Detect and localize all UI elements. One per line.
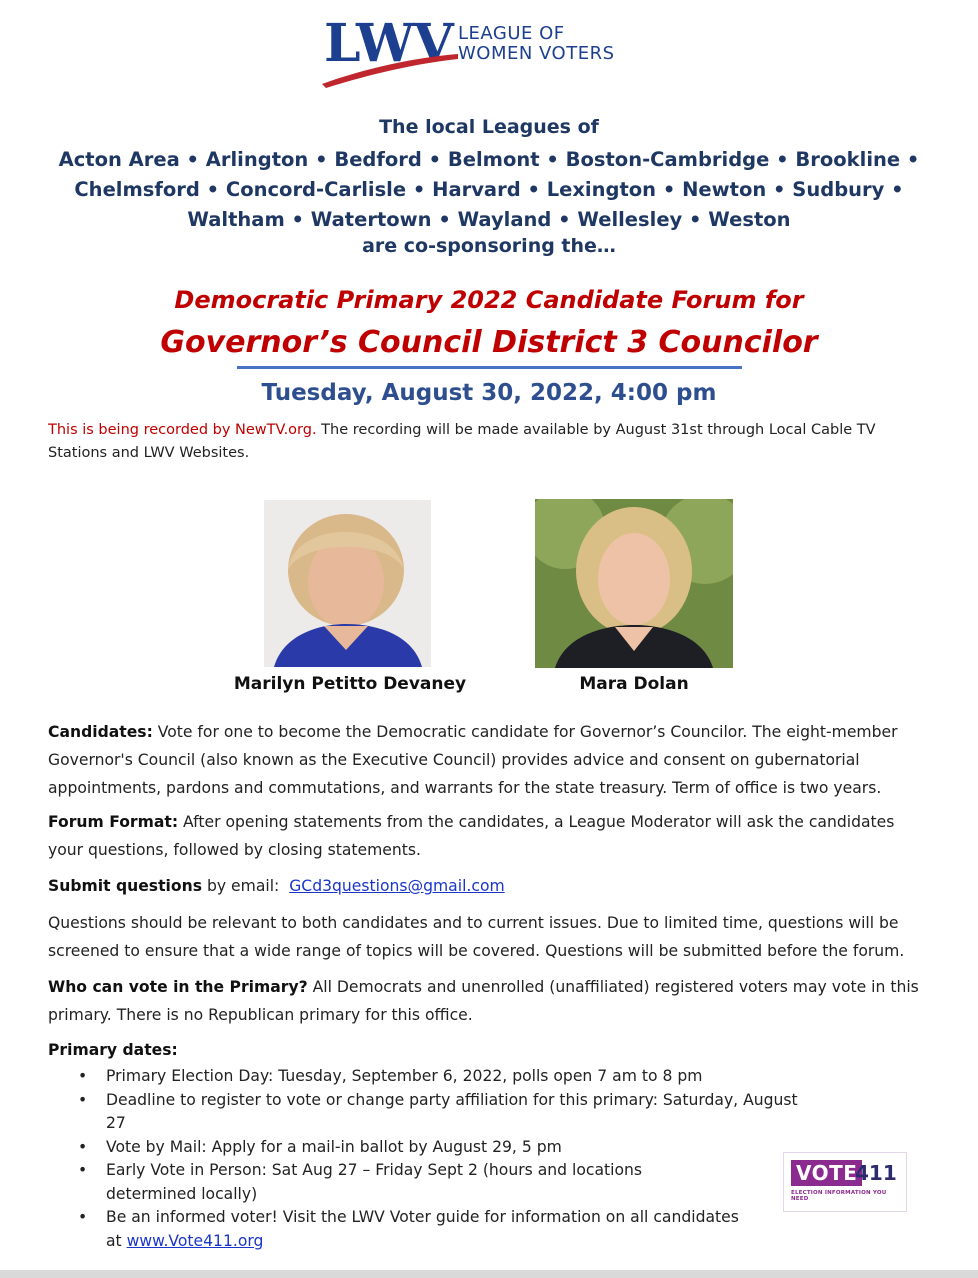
vote411-number: 411 <box>855 1161 897 1185</box>
bullet-icon: • <box>78 1090 88 1109</box>
list-item <box>78 1089 798 1136</box>
submit-questions-text: by email: <box>202 877 290 895</box>
candidates-text: Vote for one to become the Democratic candidate for Governor’s Councilor. The eight-member Governor's Council (also known as the Executive Council) provides advice and consent on gubernatorial appointments, pardons and commutations, and warrants for the state treasury. Term of office is two years. <box>48 723 898 797</box>
event-title-line1: Democratic Primary 2022 Candidate Forum for <box>174 286 804 314</box>
lwv-name <box>458 24 615 64</box>
list-item <box>78 1136 798 1160</box>
candidate-name-dolan: Mara Dolan <box>579 674 689 694</box>
list-item <box>78 1065 798 1089</box>
recording-notice-rest: The recording will be made available by August 31st through Local Cable TV Stations and LWV Websites. <box>48 422 876 461</box>
lwv-logo <box>320 10 670 90</box>
lwv-name-line1: LEAGUE OF <box>458 23 565 44</box>
list-item-text: Deadline to register to vote or change party affiliation for this primary: Saturday, August 27 <box>106 1090 798 1132</box>
submit-questions-paragraph <box>48 872 928 900</box>
title-underline <box>237 366 742 369</box>
swoosh-icon <box>320 40 460 90</box>
leagues-list <box>0 145 978 235</box>
event-title-line2: Governor’s Council District 3 Councilor <box>160 325 818 360</box>
cosponsoring-line: are co-sponsoring the… <box>362 235 616 257</box>
intro-line: The local Leagues of <box>379 116 599 138</box>
list-item-text: Early Vote in Person: Sat Aug 27 – Friday Sept 2 (hours and locations determined locally) <box>106 1161 642 1203</box>
vote411-logo <box>783 1152 905 1210</box>
portrait-icon <box>264 500 431 667</box>
bullet-icon: • <box>78 1161 88 1179</box>
primary-dates-heading: Primary dates: <box>48 1041 178 1059</box>
recording-notice-red: This is being recorded by NewTV.org. <box>48 422 317 438</box>
questions-email-link[interactable]: GCd3questions@gmail.com <box>289 877 505 895</box>
recording-notice <box>48 419 928 465</box>
bullet-icon: • <box>78 1208 88 1226</box>
who-can-vote-text: All Democrats and unenrolled (unaffiliated) registered voters may vote in this primary. There is no Republican primary for this office. <box>48 978 919 1024</box>
portrait-icon <box>535 499 733 668</box>
list-item-text: Vote by Mail: Apply for a mail-in ballot by August 29, 5 pm <box>106 1137 562 1156</box>
leagues-line-2: Chelmsford • Concord-Carlisle • Harvard • Lexington • Newton • Sudbury • <box>74 178 904 201</box>
page-bottom-edge <box>0 1270 978 1278</box>
lwv-name-line2: WOMEN VOTERS <box>458 43 615 64</box>
vote411-word: VOTE <box>791 1160 862 1186</box>
questions-guidance-paragraph: Questions should be relevant to both candidates and to current issues. Due to limited time, questions will be screened to ensure that a wide range of topics will be covered. Questions will be submitted before the forum. <box>48 914 905 960</box>
primary-dates-list <box>78 1065 798 1253</box>
lwv-abbr: LWV <box>324 13 453 74</box>
forum-format-label: Forum Format: <box>48 813 179 831</box>
candidates-label: Candidates: <box>48 723 153 741</box>
leagues-line-3: Waltham • Watertown • Wayland • Wellesley • Weston <box>187 208 791 231</box>
vote411-tagline: ELECTION INFORMATION YOU NEED <box>791 1190 887 1202</box>
submit-questions-label: Submit questions <box>48 877 202 895</box>
forum-format-paragraph <box>48 808 928 864</box>
bullet-icon: • <box>78 1067 88 1085</box>
list-item-text: Be an informed voter! Visit the LWV Voter guide for information on all candidates at <box>106 1208 739 1250</box>
candidates-paragraph <box>48 718 928 802</box>
list-item <box>78 1159 726 1206</box>
event-datetime: Tuesday, August 30, 2022, 4:00 pm <box>261 380 717 406</box>
candidate-photo-devaney <box>264 500 431 667</box>
candidate-photo-dolan <box>535 499 733 668</box>
who-can-vote-label: Who can vote in the Primary? <box>48 978 308 996</box>
list-item-text: Primary Election Day: Tuesday, September 6, 2022, polls open 7 am to 8 pm <box>106 1067 703 1085</box>
forum-format-text: After opening statements from the candidates, a League Moderator will ask the candidates your questions, followed by closing statements. <box>48 813 895 859</box>
candidate-name-devaney: Marilyn Petitto Devaney <box>233 674 467 694</box>
bullet-icon: • <box>78 1137 88 1156</box>
who-can-vote-paragraph <box>48 973 928 1029</box>
list-item <box>78 1206 756 1253</box>
vote411-link[interactable]: www.Vote411.org <box>126 1231 264 1250</box>
leagues-line-1: Acton Area • Arlington • Bedford • Belmont • Boston-Cambridge • Brookline • <box>58 148 920 171</box>
